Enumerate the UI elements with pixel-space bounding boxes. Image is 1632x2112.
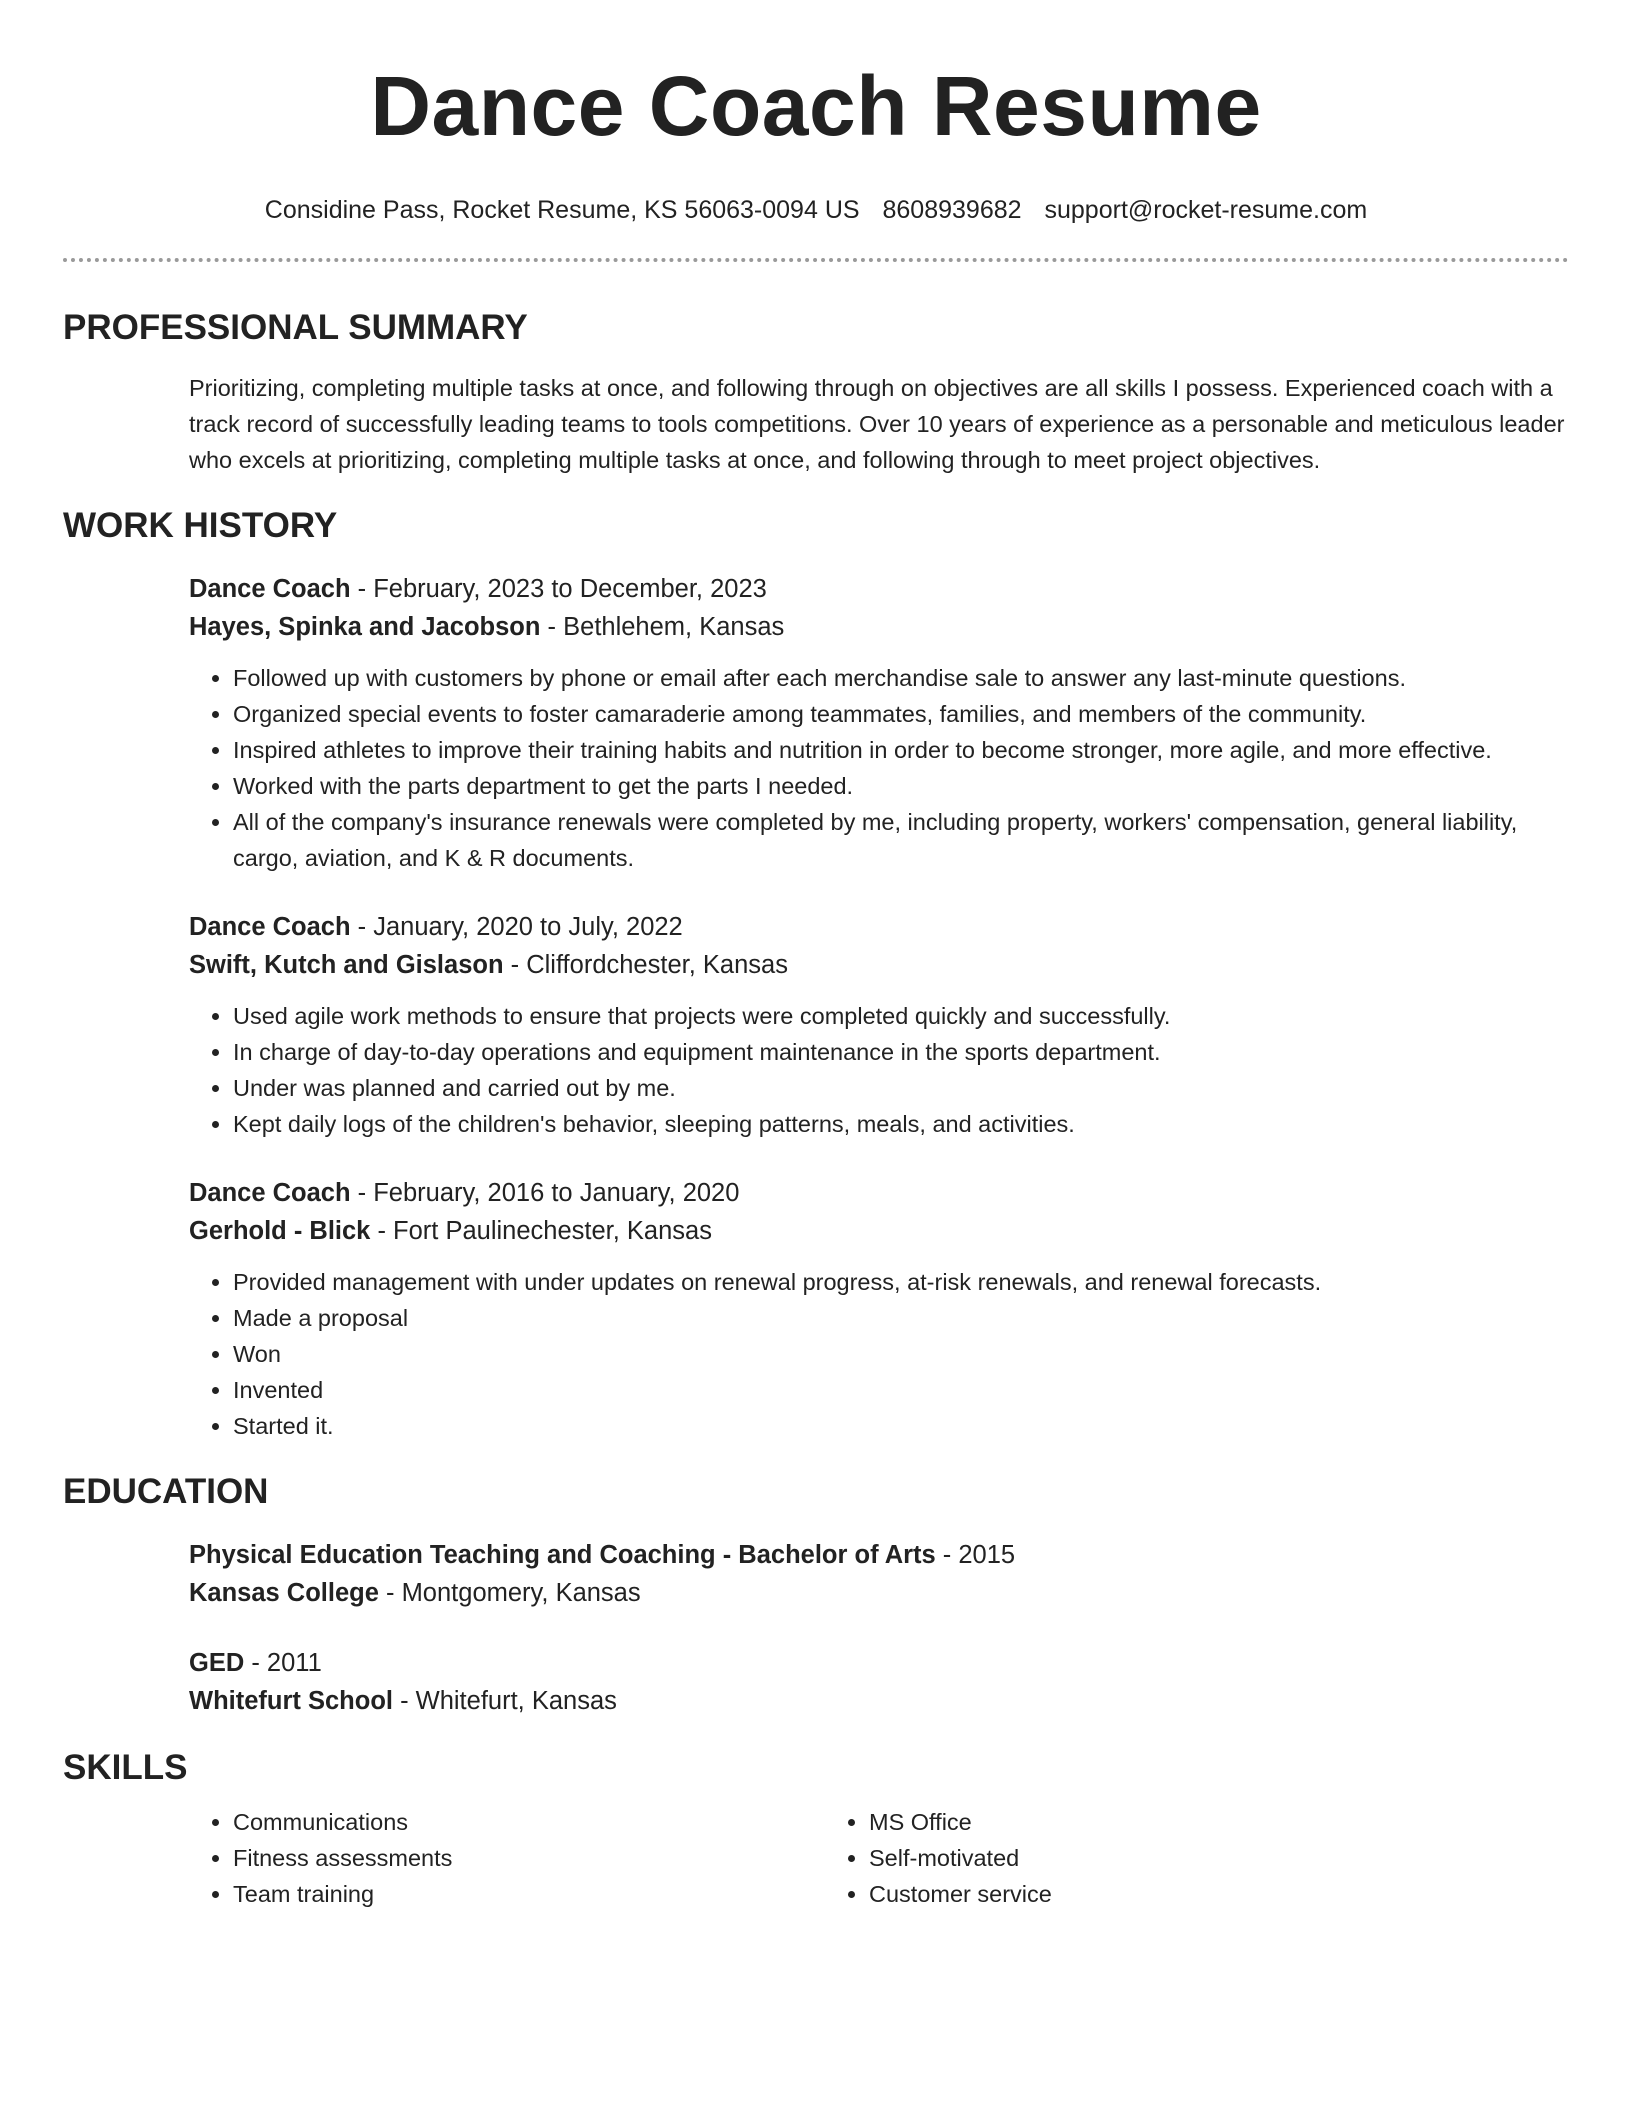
skill-item: • Team training [233,1876,825,1912]
job-company-line [189,1212,1569,1250]
list-item: • Worked with the parts department to get the parts I needed. [233,768,1569,804]
contact-address: Considine Pass, Rocket Resume, KS 56063-0094 US [264,196,860,224]
contact-email: support@rocket-resume.com [1044,196,1368,224]
skill-item: • Self-motivated [869,1840,1461,1876]
job-title: Dance Coach [189,575,351,603]
job-location: - Bethlehem, Kansas [540,613,785,641]
contact-phone: 8608939682 [882,196,1022,224]
list-item: • Started it. [233,1408,1569,1444]
school-location: - Montgomery, Kansas [378,1579,641,1607]
education-entry [189,1644,1569,1720]
job-dates: - January, 2020 to July, 2022 [350,913,683,941]
section-heading-skills: SKILLS [63,1748,188,1787]
skill-item: • Fitness assessments [233,1840,825,1876]
skills-section [63,1746,1569,1912]
job-entry [189,908,1569,1142]
list-item: • In charge of day-to-day operations and equipment maintenance in the sports department. [233,1034,1569,1070]
degree-line [189,1644,1569,1682]
list-item: • Followed up with customers by phone or email after each merchandise sale to answer any last-minute questions. [233,660,1569,696]
list-item: • Invented [233,1372,1569,1408]
skills-list-left [189,1804,825,1912]
school-line [189,1682,1569,1720]
list-item: • Inspired athletes to improve their training habits and nutrition in order to become stronger, more agile, and more effective. [233,732,1569,768]
job-bullets [189,1264,1569,1444]
school-name: Kansas College [189,1579,379,1607]
list-item: • All of the company's insurance renewals were completed by me, including property, workers' compensation, general liability, cargo, aviation, and K & R documents. [233,804,1569,876]
resume-title: Dance Coach Resume [370,59,1262,153]
list-item: • Kept daily logs of the children's behavior, sleeping patterns, meals, and activities. [233,1106,1569,1142]
section-heading-education: EDUCATION [63,1472,269,1511]
list-item: • Provided management with under updates on renewal progress, at-risk renewals, and renewal forecasts. [233,1264,1569,1300]
degree-name: GED [189,1649,245,1677]
job-company-line [189,946,1569,984]
work-history-section [63,504,1569,1444]
education-section [63,1470,1569,1720]
skill-item: • MS Office [869,1804,1461,1840]
list-item: • Used agile work methods to ensure that projects were completed quickly and successfully. [233,998,1569,1034]
list-item: • Under was planned and carried out by me. [233,1070,1569,1106]
job-title: Dance Coach [189,1179,351,1207]
section-heading-summary: PROFESSIONAL SUMMARY [63,308,528,347]
skills-list-right [825,1804,1461,1912]
job-title-line [189,1174,1569,1212]
job-location: - Cliffordchester, Kansas [503,951,788,979]
job-entry [189,570,1569,876]
section-heading-work-history: WORK HISTORY [63,506,338,545]
list-item: • Made a proposal [233,1300,1569,1336]
skills-grid [189,1804,1569,1912]
job-bullets [189,998,1569,1142]
job-company: Swift, Kutch and Gislason [189,951,504,979]
school-name: Whitefurt School [189,1687,393,1715]
job-dates: - February, 2023 to December, 2023 [350,575,767,603]
skill-item: • Customer service [869,1876,1461,1912]
job-company-line [189,608,1569,646]
job-title-line [189,908,1569,946]
job-location: - Fort Paulinechester, Kansas [370,1217,712,1245]
list-item: • Won [233,1336,1569,1372]
job-bullets [189,660,1569,876]
degree-year: - 2015 [935,1541,1016,1569]
job-title: Dance Coach [189,913,351,941]
education-entry [189,1536,1569,1612]
job-title-line [189,570,1569,608]
header-divider [63,258,1569,262]
degree-name: Physical Education Teaching and Coaching - Bachelor of Arts [189,1541,936,1569]
job-entry [189,1174,1569,1444]
school-location: - Whitefurt, Kansas [392,1687,617,1715]
degree-year: - 2011 [244,1649,322,1677]
summary-section [63,306,1569,478]
job-dates: - February, 2016 to January, 2020 [350,1179,740,1207]
contact-line [63,193,1569,227]
summary-text: Prioritizing, completing multiple tasks at once, and following through on objectives are all skills I possess. Experienced coach with a track record of successfully leading teams to tools competitions. Over 10 years of experience as a personable and meticulous leader who excels at prioritizing, completing multiple tasks at once, and following through to meet project objectives. [189,375,1565,473]
job-company: Hayes, Spinka and Jacobson [189,613,541,641]
skill-item: • Communications [233,1804,825,1840]
list-item: • Organized special events to foster camaraderie among teammates, families, and members of the community. [233,696,1569,732]
job-company: Gerhold - Blick [189,1217,371,1245]
school-line [189,1574,1569,1612]
degree-line [189,1536,1569,1574]
